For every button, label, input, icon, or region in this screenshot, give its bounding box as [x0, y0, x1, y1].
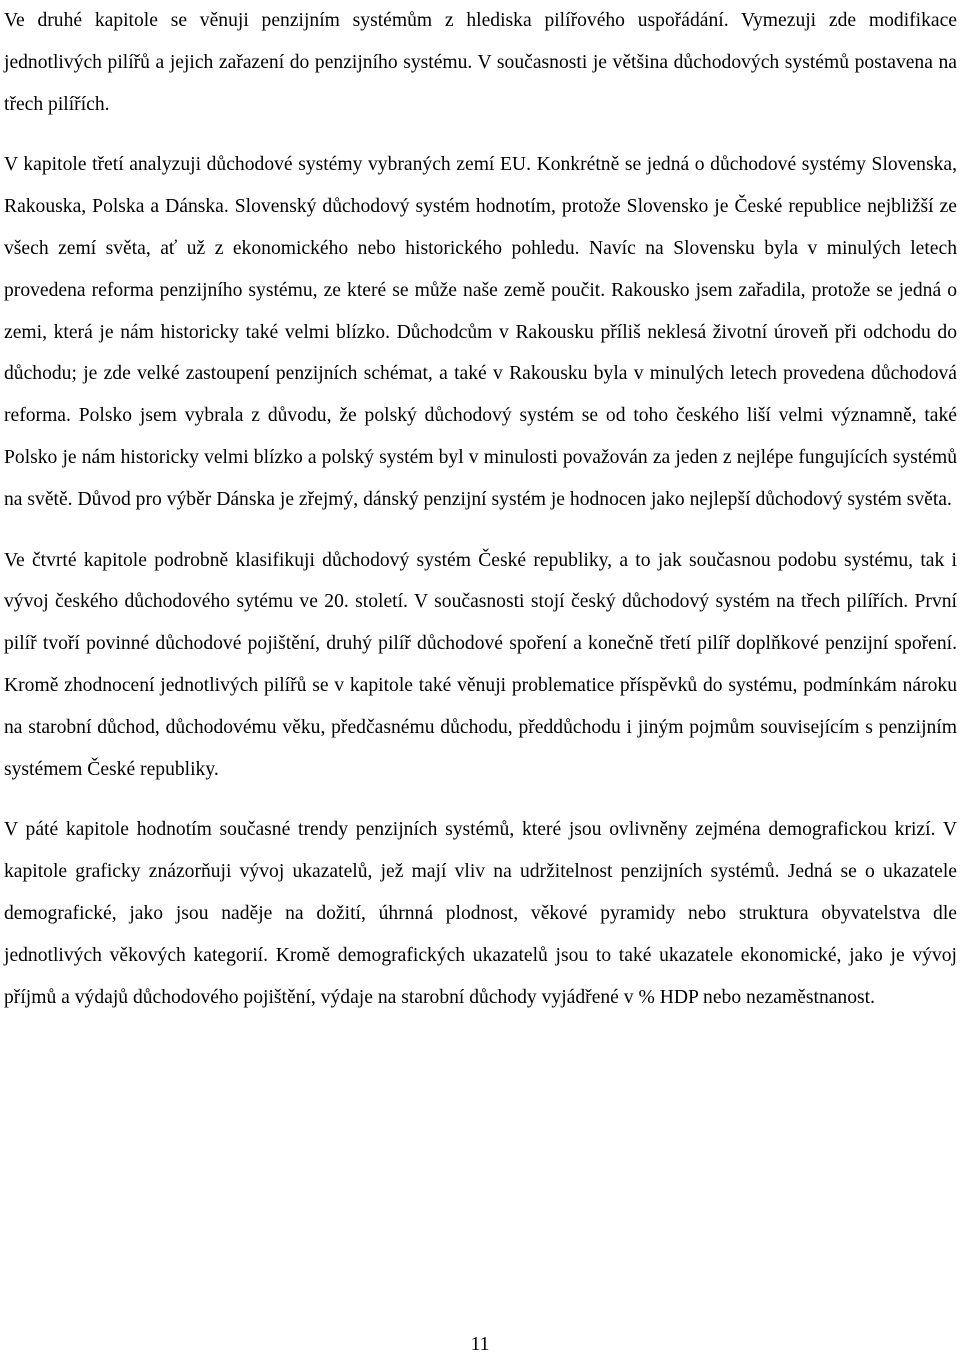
- paragraph-chapter-three: V kapitole třetí analyzuji důchodové systémy vybraných zemí EU. Konkrétně se jedná o důchodové systémy Slovenska, Rakouska, Polska a Dánska. Slovenský důchodový systém hodnotím, protože Slovensko je České republice nejbližší ze všech zemí světa, ať už z ekonomického nebo historického pohledu. Navíc na Slovensku byla v minulých letech provedena reforma penzijního systému, ze které se může naše země poučit. Rakousko jsem zařadila, protože se jedná o zemi, která je nám historicky také velmi blízko. Důchodcům v Rakousku příliš neklesá životní úroveň při odchodu do důchodu; je zde velké zastoupení penzijních schémat, a také v Rakousku byla v minulých letech provedena důchodová reforma. Polsko jsem vybrala z důvodu, že polský důchodový systém se od toho českého liší velmi významně, také Polsko je nám historicky velmi blízko a polský systém byl v minulosti považován za jeden z nejlépe fungujících systémů na světě. Důvod pro výběr Dánska je zřejmý, dánský penzijní systém je hodnocen jako nejlepší důchodový systém světa.: [4, 154, 957, 510]
- page-number: 11: [470, 1334, 490, 1355]
- paragraph-chapter-four: Ve čtvrté kapitole podrobně klasifikuji důchodový systém České republiky, a to jak současnou podobu systému, tak i vývoj českého důchodového sytému ve 20. století. V současnosti stojí český důchodový systém na třech pilířích. První pilíř tvoří povinné důchodové pojištění, druhý pilíř důchodové spoření a konečně třetí pilíř doplňkové penzijní spoření. Kromě zhodnocení jednotlivých pilířů se v kapitole také věnuji problematice příspěvků do systému, podmínkám nároku na starobní důchod, důchodovému věku, předčasnému důchodu, předdůchodu i jiným pojmům souvisejícím s penzijním systémem České republiky.: [4, 549, 957, 780]
- paragraph-chapter-five: V páté kapitole hodnotím současné trendy penzijních systémů, které jsou ovlivněny zejména demografickou krizí. V kapitole graficky znázorňuji vývoj ukazatelů, jež mají vliv na udržitelnost penzijních systémů. Jedná se o ukazatele demografické, jako jsou naděje na dožití, úhrnná plodnost, věkové pyramidy nebo struktura obyvatelstva dle jednotlivých věkových kategorií. Kromě demografických ukazatelů jsou to také ukazatele ekonomické, jako je vývoj příjmů a výdajů důchodového pojištění, výdaje na starobní důchody vyjádřené v % HDP nebo nezaměstnanost.: [4, 819, 957, 1008]
- paragraph-chapter-two: Ve druhé kapitole se věnuji penzijním systémům z hlediska pilířového uspořádání. Vymezuji zde modifikace jednotlivých pilířů a jejich zařazení do penzijního systému. V současnosti je většina důchodových systémů postavena na třech pilířích.: [4, 10, 957, 115]
- document-body: [4, 0, 957, 1018]
